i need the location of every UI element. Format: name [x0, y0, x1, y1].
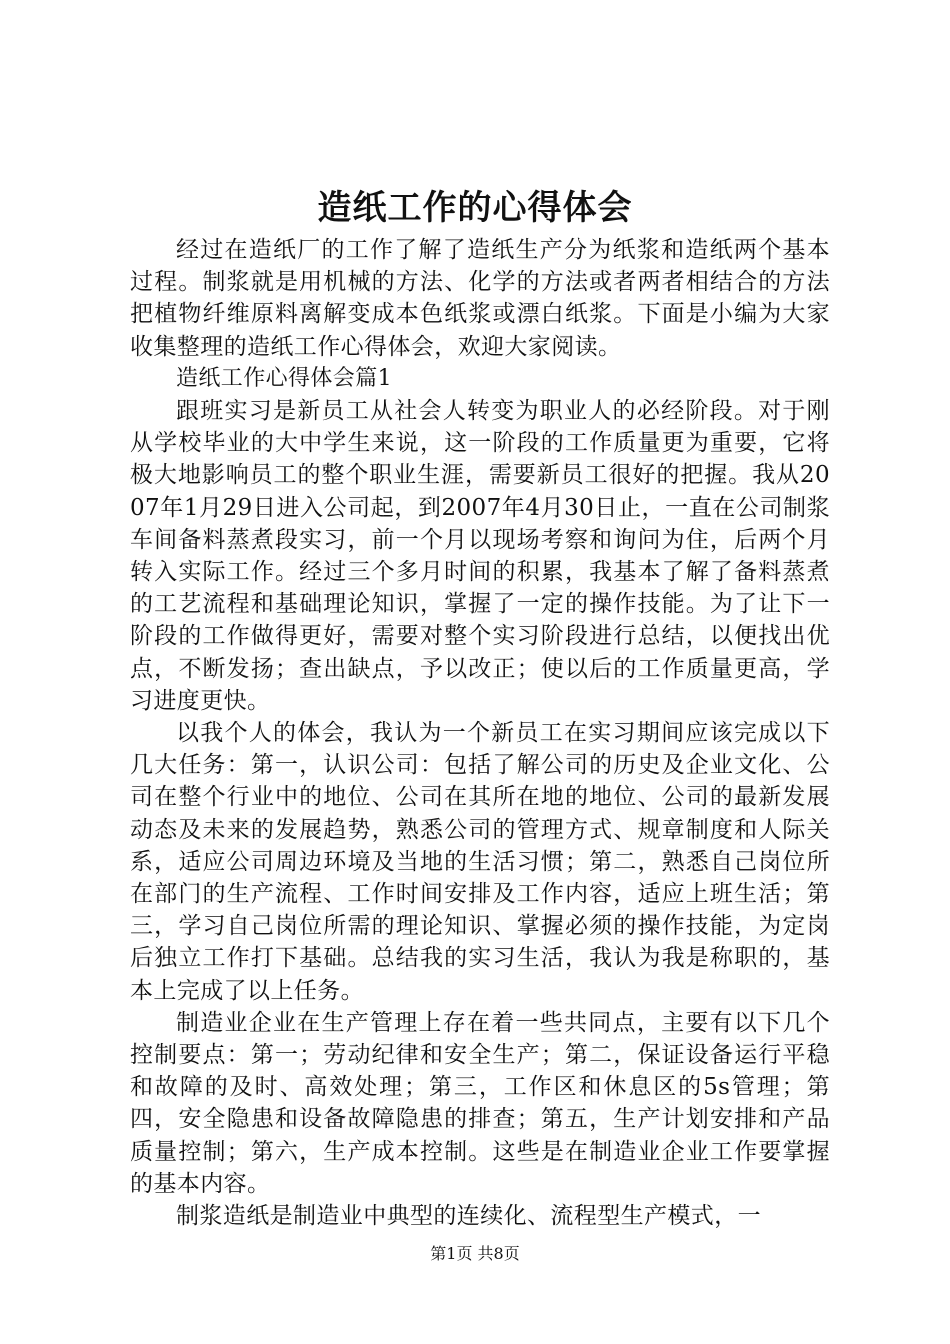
- body-paragraph: 制浆造纸是制造业中典型的连续化、流程型生产模式，一: [176, 1203, 761, 1230]
- body-paragraph: 制造业企业在生产管理上存在着一些共同点，主要有以下几个控制要点：第一；劳动纪律和安全生产；第二，保证设备运行平稳和故障的及时、高效处理；第三，工作区和休息区的5s管理；第四，安全隐患和设备故障隐患的排查；第五，生产计划安排和产品质量控制；第六，生产成本控制。这些是在制造业企业工作要掌握的基本内容。: [130, 1009, 830, 1197]
- document-body: [130, 234, 830, 1232]
- body-paragraph: 以我个人的体会，我认为一个新员工在实习期间应该完成以下几大任务：第一，认识公司：包括了解公司的历史及企业文化、公司在整个行业中的地位、公司在其所在地的地位、公司的最新发展动态及未来的发展趋势，熟悉公司的管理方式、规章制度和人际关系，适应公司周边环境及当地的生活习惯；第二，熟悉自己岗位所在部门的生产流程、工作时间安排及工作内容，适应上班生活；第三，学习自己岗位所需的理论知识、掌握必须的操作技能，为定岗后独立工作打下基础。总结我的实习生活，我认为我是称职的，基本上完成了以上任务。: [130, 720, 830, 1004]
- document-title: 造纸工作的心得体会: [317, 188, 633, 228]
- section-heading: 造纸工作心得体会篇1: [176, 365, 392, 391]
- page-number-footer: 第1页 共8页: [430, 1244, 520, 1263]
- body-paragraph: 跟班实习是新员工从社会人转变为职业人的必经阶段。对于刚从学校毕业的大中学生来说，这一阶段的工作质量更为重要，它将极大地影响员工的整个职业生涯，需要新员工很好的把握。我从2007年1月29日进入公司起，到2007年4月30日止，一直在公司制浆车间备料蒸煮段实习，前一个月以现场考察和询问为住，后两个月转入实际工作。经过三个多月时间的积累，我基本了解了备料蒸煮的工艺流程和基础理论知识，掌握了一定的操作技能。为了让下一阶段的工作做得更好，需要对整个实习阶段进行总结，以便找出优点，不断发扬；查出缺点，予以改正；使以后的工作质量更高，学习进度更快。: [130, 398, 830, 714]
- intro-paragraph: 经过在造纸厂的工作了解了造纸生产分为纸浆和造纸两个基本过程。制浆就是用机械的方法、化学的方法或者两者相结合的方法把植物纤维原料离解变成本色纸浆或漂白纸浆。下面是小编为大家收集整理的造纸工作心得体会，欢迎大家阅读。: [130, 237, 830, 360]
